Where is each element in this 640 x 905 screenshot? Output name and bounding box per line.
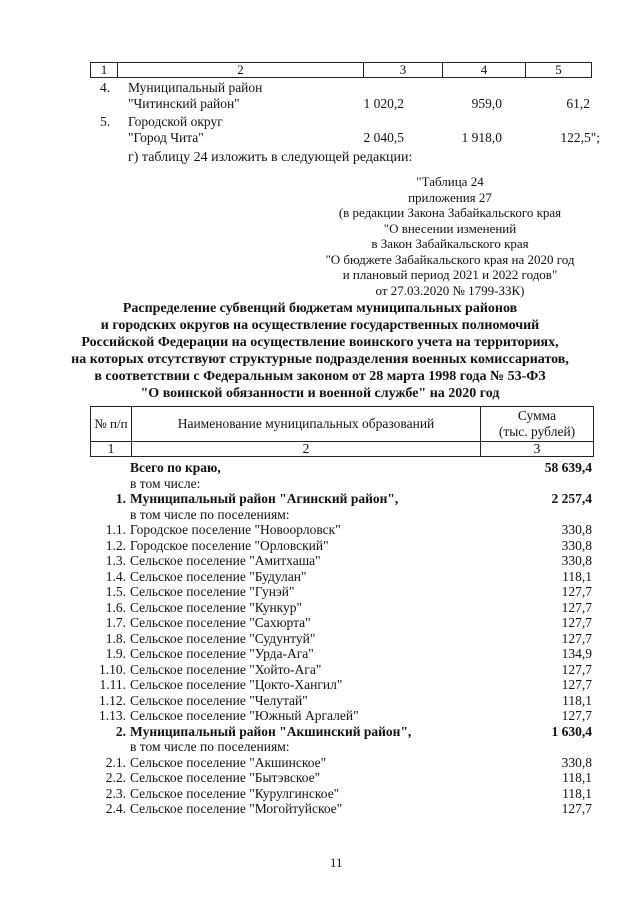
row-value: 127,7 [561, 801, 592, 816]
row-name: Сельское поселение "Челутай" [130, 692, 308, 708]
index-1: 1 [107, 441, 115, 456]
row-value-5: 61,2 [566, 96, 590, 111]
row-value: 330,8 [561, 553, 592, 568]
page-number: 11 [330, 855, 343, 870]
col-header-name: Наименование муниципальных образований [177, 416, 435, 431]
row-number: 5. [100, 114, 111, 129]
row-number: 2.3. [105, 785, 126, 801]
row-name: Сельское поселение "Судунтуй" [130, 630, 316, 646]
row-name: Сельское поселение "Курулгинское" [130, 785, 340, 801]
row-name: в том числе по поселениям: [130, 506, 290, 522]
row-value: 2 257,4 [551, 491, 592, 506]
row-number: 1. [115, 491, 126, 506]
row-name-line2: "Город Чита" [128, 130, 204, 145]
title-line: на которых отсутствуют структурные подразделения военных комиссариатов, [71, 352, 569, 367]
row-value: 118,1 [562, 568, 592, 584]
row-value: 58 639,4 [544, 460, 592, 475]
row-number: 1.11. [99, 677, 126, 692]
row-value: 118,1 [562, 692, 592, 708]
row-name: Сельское поселение "Цокто-Хангил" [130, 677, 343, 692]
index-2: 2 [302, 441, 310, 456]
row-value: 330,8 [561, 537, 592, 553]
row-number: 1.6. [105, 599, 126, 615]
col-header-3: 3 [364, 63, 443, 78]
col-header-sum-line1: Сумма [517, 408, 557, 423]
row-value: 118,1 [562, 770, 592, 785]
col-header-4: 4 [443, 63, 526, 78]
row-name: Городское поселение "Новоорловск" [130, 522, 341, 537]
col-header-2: 2 [118, 63, 364, 78]
row-name: Сельское поселение "Акшинское" [130, 754, 327, 770]
title-line: Российской Федерации на осуществление воинского учета на территориях, [81, 335, 559, 350]
row-value-3: 2 040,5 [363, 130, 404, 145]
title-line: и городских округов на осуществление государственных полномочий [100, 318, 540, 333]
row-number: 2.1. [105, 754, 126, 770]
row-number: 2. [115, 723, 126, 739]
row-value: 127,7 [561, 615, 592, 630]
title-line: Распределение субвенций бюджетам муниципальных районов [122, 301, 518, 316]
row-name: Сельское поселение "Урда-Ага" [130, 646, 314, 661]
row-number: 1.9. [105, 646, 126, 661]
title-line: в соответствии с Федеральным законом от 28 марта 1998 года № 53-ФЗ [94, 369, 546, 384]
row-name: в том числе по поселениям: [130, 739, 290, 754]
row-value: 127,7 [561, 708, 592, 723]
row-name: Муниципальный район "Акшинский район", [130, 723, 412, 739]
row-number: 1.10. [99, 661, 126, 677]
col-header-5: 5 [526, 63, 592, 78]
row-value-3: 1 020,2 [363, 96, 404, 111]
row-name: Сельское поселение "Амитхаша" [130, 553, 321, 568]
row-value: 330,8 [561, 754, 592, 770]
row-name: Сельское поселение "Сахюрта" [130, 615, 311, 630]
row-name-line2: "Читинский район" [128, 96, 240, 111]
row-number: 4. [100, 80, 111, 95]
note-line: от 27.03.2020 № 1799-ЗЗК) [375, 282, 525, 298]
row-value: 118,1 [562, 785, 592, 801]
row-number: 1.7. [105, 615, 126, 630]
row-number: 2.4. [105, 801, 126, 816]
note-line: (в редакции Закона Забайкальского края [338, 205, 562, 220]
note-line: приложения 27 [408, 189, 492, 205]
row-number: 1.8. [105, 630, 126, 646]
row-number: 2.2. [105, 770, 126, 785]
row-number: 1.4. [105, 568, 126, 584]
title-line: "О воинской обязанности и военной службе" на 2020 год [140, 386, 500, 401]
continuation-table-header [90, 62, 592, 78]
row-name: Городское поселение "Орловский" [130, 537, 329, 553]
row-number: 1.2. [105, 537, 126, 553]
row-number: 1.5. [105, 584, 126, 599]
row-value: 127,7 [561, 661, 592, 677]
row-value: 127,7 [561, 584, 592, 599]
document-title [40, 300, 600, 402]
row-name: Сельское поселение "Южный Аргалей" [130, 708, 359, 723]
row-value: 1 630,4 [551, 723, 592, 739]
instruction-text: г) таблицу 24 изложить в следующей редакции: [128, 150, 413, 165]
row-value-4: 1 918,0 [461, 130, 502, 145]
row-name: Сельское поселение "Кункур" [130, 599, 303, 615]
col-header-number: № п/п [94, 416, 128, 431]
row-value-5: 122,5"; [560, 130, 600, 145]
index-3: 3 [533, 441, 541, 456]
row-name: Сельское поселение "Могойтуйское" [130, 801, 343, 816]
row-number: 1.3. [105, 553, 126, 568]
row-name-line1: Городской округ [128, 114, 223, 129]
row-number: 1.12. [99, 692, 126, 708]
note-line: в Закон Забайкальского края [371, 236, 529, 251]
row-name: Муниципальный район "Агинский район", [130, 491, 399, 506]
row-name: Сельское поселение "Бытэвское" [130, 770, 321, 785]
row-name: в том числе: [130, 475, 201, 491]
row-name: Сельское поселение "Будулан" [130, 568, 307, 584]
row-name-line1: Муниципальный район [128, 80, 263, 95]
row-value: 127,7 [561, 677, 592, 692]
col-header-sum-line2: (тыс. рублей) [498, 424, 576, 439]
row-number: 1.1. [105, 522, 126, 537]
row-value-4: 959,0 [471, 96, 502, 111]
row-value: 127,7 [561, 599, 592, 615]
row-name: Сельское поселение "Гунэй" [130, 584, 295, 599]
col-header-1: 1 [91, 63, 118, 78]
note-line: "О бюджете Забайкальского края на 2020 год [325, 251, 575, 267]
table-note [300, 174, 600, 298]
row-name: Сельское поселение "Хойто-Ага" [130, 661, 322, 677]
row-value: 330,8 [561, 522, 592, 537]
row-value: 127,7 [561, 630, 592, 646]
row-name: Всего по краю, [130, 460, 221, 475]
row-number: 1.13. [99, 708, 126, 723]
note-line: "Таблица 24 [416, 174, 484, 189]
note-line: "О внесении изменений [383, 220, 517, 236]
row-value: 134,9 [561, 646, 592, 661]
note-line: и плановый период 2021 и 2022 годов" [342, 267, 558, 282]
